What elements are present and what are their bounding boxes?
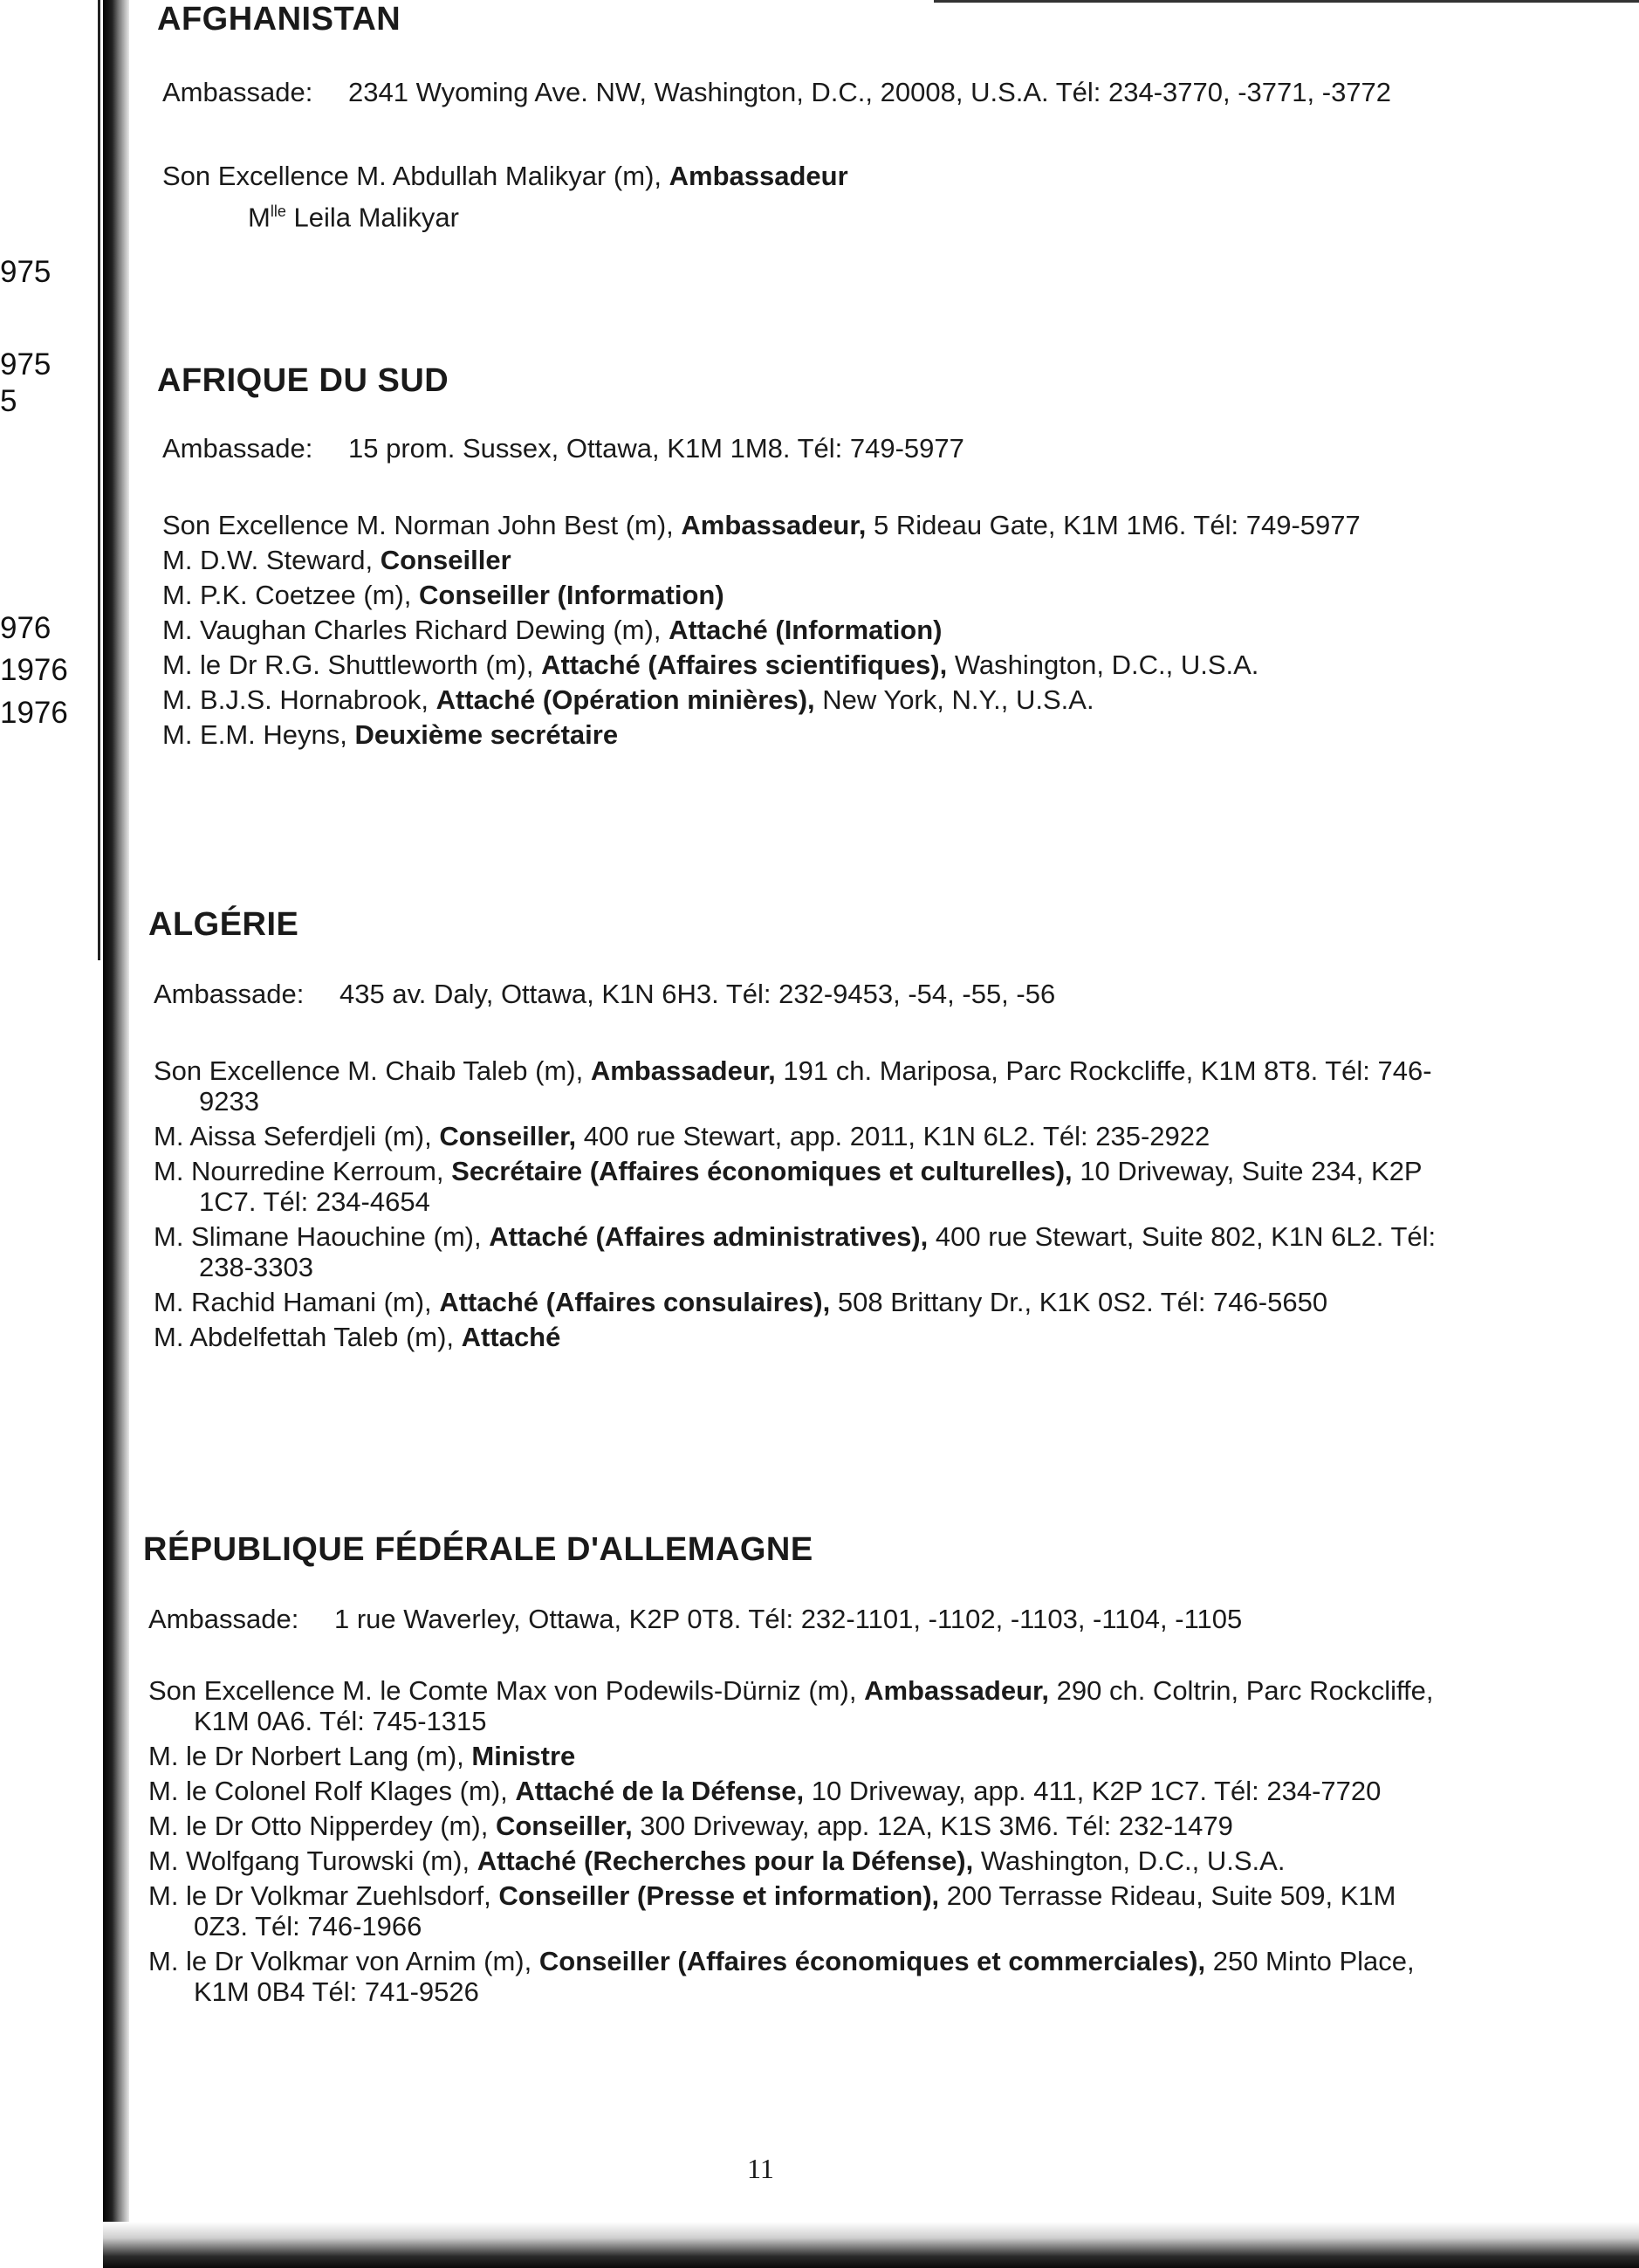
staff-title: Ambassadeur (669, 161, 848, 191)
staff-detail: Washington, D.C., U.S.A. (980, 1845, 1286, 1876)
staff-detail: 10 Driveway, app. 411, K2P 1C7. Tél: 234-7720 (811, 1776, 1382, 1806)
staff-entry (148, 1946, 1442, 2007)
staff-detail: 508 Brittany Dr., K1K 0S2. Tél: 746-5650 (837, 1287, 1328, 1317)
staff-name: M. Wolfgang Turowski (m), (148, 1845, 470, 1876)
staff-title: Attaché (461, 1322, 561, 1352)
staff-name: M. le Colonel Rolf Klages (m), (148, 1776, 508, 1806)
staff-title: Deuxième secrétaire (354, 719, 619, 750)
scan-bottom-edge (103, 2222, 1639, 2268)
staff-title: Ambassadeur, (864, 1675, 1049, 1706)
staff-entry (162, 684, 1442, 715)
staff-entry (162, 649, 1442, 680)
staff-title: Attaché de la Défense, (515, 1776, 805, 1806)
staff-name: M. Nourredine Kerroum, (154, 1156, 444, 1186)
country-heading: AFRIQUE DU SUD (157, 362, 449, 399)
staff-title: Conseiller (Presse et information), (498, 1880, 940, 1911)
staff-entry (162, 545, 1442, 575)
staff-detail: 5 Rideau Gate, K1M 1M6. Tél: 749-5977 (873, 510, 1361, 540)
staff-entry (162, 580, 1442, 610)
page-binding-shadow (103, 0, 129, 2268)
spouse-name: Leila Malikyar (293, 202, 459, 233)
staff-entry (154, 1055, 1442, 1117)
staff-title: Secrétaire (Affaires économiques et culturelles), (451, 1156, 1073, 1186)
staff-entry (148, 1675, 1442, 1736)
staff-name: M. Slimane Haouchine (m), (154, 1221, 482, 1252)
embassy-label: Ambassade: (162, 433, 313, 464)
embassy-line (162, 433, 1442, 464)
staff-detail: 400 rue Stewart, Suite 802, K1N 6L2. Tél: 238-3303 (199, 1221, 1437, 1282)
staff-name: Son Excellence M. Norman John Best (m), (162, 510, 674, 540)
margin-number: 1976 (0, 653, 68, 687)
embassy-label: Ambassade: (154, 979, 305, 1009)
staff-name: M. D.W. Steward, (162, 545, 374, 575)
country-heading: ALGÉRIE (148, 906, 299, 943)
margin-number: 975 (0, 347, 51, 381)
previous-page-margin (0, 0, 100, 960)
staff-title: Conseiller (Affaires économiques et commerciales), (538, 1946, 1206, 1976)
country-section-afrique-du-sud (150, 361, 1442, 754)
spouse-entry (248, 196, 1442, 233)
staff-entry (154, 1156, 1442, 1217)
staff-name: M. Vaughan Charles Richard Dewing (m), (162, 615, 662, 645)
embassy-line (154, 979, 1442, 1010)
staff-title: Ministre (471, 1741, 576, 1771)
staff-title: Attaché (Affaires scientifiques), (541, 649, 948, 680)
staff-entry (162, 615, 1442, 645)
staff-detail: 10 Driveway, Suite 234, K2P 1C7. Tél: 234-4654 (199, 1156, 1423, 1217)
embassy-line (148, 1604, 1442, 1635)
staff-name: Son Excellence M. Chaib Taleb (m), (154, 1055, 584, 1086)
staff-title: Attaché (Recherches pour la Défense), (477, 1845, 974, 1876)
staff-title: Attaché (Information) (669, 615, 943, 645)
staff-entry (148, 1776, 1442, 1806)
staff-detail: 191 ch. Mariposa, Parc Rockcliffe, K1M 8T8. Tél: 746-9233 (199, 1055, 1432, 1117)
staff-name: M. Aissa Seferdjeli (m), (154, 1121, 432, 1151)
country-section-algerie (141, 905, 1442, 1357)
country-heading: RÉPUBLIQUE FÉDÉRALE D'ALLEMAGNE (143, 1531, 813, 1568)
staff-name: M. le Dr R.G. Shuttleworth (m), (162, 649, 534, 680)
staff-name: M. le Dr Otto Nipperdey (m), (148, 1811, 489, 1841)
staff-name: M. P.K. Coetzee (m), (162, 580, 412, 610)
margin-number: 1976 (0, 696, 68, 730)
staff-title: Conseiller, (495, 1811, 633, 1841)
page-number: 11 (747, 2153, 774, 2184)
embassy-line (162, 77, 1442, 108)
spouse-prefix: M (248, 202, 271, 233)
country-section-allemagne (136, 1530, 1442, 2011)
staff-name: M. B.J.S. Hornabrook, (162, 684, 429, 715)
staff-detail: New York, N.Y., U.S.A. (822, 684, 1094, 715)
spouse-sup: lle (270, 203, 286, 220)
staff-entry (154, 1322, 1442, 1352)
staff-entry (162, 161, 1442, 191)
margin-number: 5 (0, 384, 17, 418)
embassy-address: 435 av. Daly, Ottawa, K1N 6H3. Tél: 232-9453, -54, -55, -56 (339, 979, 1056, 1009)
staff-entry (148, 1880, 1442, 1942)
staff-entry (162, 719, 1442, 750)
staff-title: Conseiller, (439, 1121, 577, 1151)
staff-title: Conseiller (Information) (419, 580, 724, 610)
staff-entry (162, 510, 1442, 540)
staff-title: Attaché (Affaires consulaires), (439, 1287, 831, 1317)
staff-entry (154, 1287, 1442, 1317)
staff-title: Ambassadeur, (681, 510, 867, 540)
staff-name: M. le Dr Volkmar Zuehlsdorf, (148, 1880, 491, 1911)
staff-entry (154, 1221, 1442, 1282)
margin-number: 975 (0, 255, 51, 289)
staff-name: Son Excellence M. le Comte Max von Podewils-Dürniz (m), (148, 1675, 857, 1706)
staff-entry (148, 1811, 1442, 1841)
staff-name: M. E.M. Heyns, (162, 719, 347, 750)
staff-title: Attaché (Opération minières), (435, 684, 815, 715)
staff-name: M. le Dr Volkmar von Arnim (m), (148, 1946, 532, 1976)
staff-detail: 300 Driveway, app. 12A, K1S 3M6. Tél: 232-1479 (640, 1811, 1233, 1841)
staff-name: M. le Dr Norbert Lang (m), (148, 1741, 464, 1771)
staff-name: M. Abdelfettah Taleb (m), (154, 1322, 455, 1352)
country-section-afghanistan (150, 0, 1442, 233)
staff-title: Conseiller (380, 545, 511, 575)
staff-detail: 400 rue Stewart, app. 2011, K1N 6L2. Tél: 235-2922 (583, 1121, 1210, 1151)
country-heading: AFGHANISTAN (157, 1, 401, 38)
margin-number: 976 (0, 611, 51, 645)
embassy-label: Ambassade: (148, 1604, 299, 1634)
staff-detail: 200 Terrasse Rideau, Suite 509, K1M 0Z3. Tél: 746-1966 (194, 1880, 1396, 1942)
staff-name: M. Rachid Hamani (m), (154, 1287, 432, 1317)
staff-title: Ambassadeur, (590, 1055, 776, 1086)
staff-detail: Washington, D.C., U.S.A. (954, 649, 1259, 680)
embassy-address: 15 prom. Sussex, Ottawa, K1M 1M8. Tél: 749-5977 (348, 433, 964, 464)
staff-name: Son Excellence M. Abdullah Malikyar (m), (162, 161, 662, 191)
embassy-address: 2341 Wyoming Ave. NW, Washington, D.C., 20008, U.S.A. Tél: 234-3770, -3771, -3772 (348, 77, 1392, 107)
staff-detail: 250 Minto Place, K1M 0B4 Tél: 741-9526 (194, 1946, 1415, 2007)
embassy-address: 1 rue Waverley, Ottawa, K2P 0T8. Tél: 232-1101, -1102, -1103, -1104, -1105 (334, 1604, 1243, 1634)
staff-title: Attaché (Affaires administratives), (489, 1221, 929, 1252)
staff-entry (154, 1121, 1442, 1151)
staff-entry (148, 1741, 1442, 1771)
embassy-label: Ambassade: (162, 77, 313, 107)
staff-detail: 290 ch. Coltrin, Parc Rockcliffe, K1M 0A6. Tél: 745-1315 (194, 1675, 1434, 1736)
staff-entry (148, 1845, 1442, 1876)
